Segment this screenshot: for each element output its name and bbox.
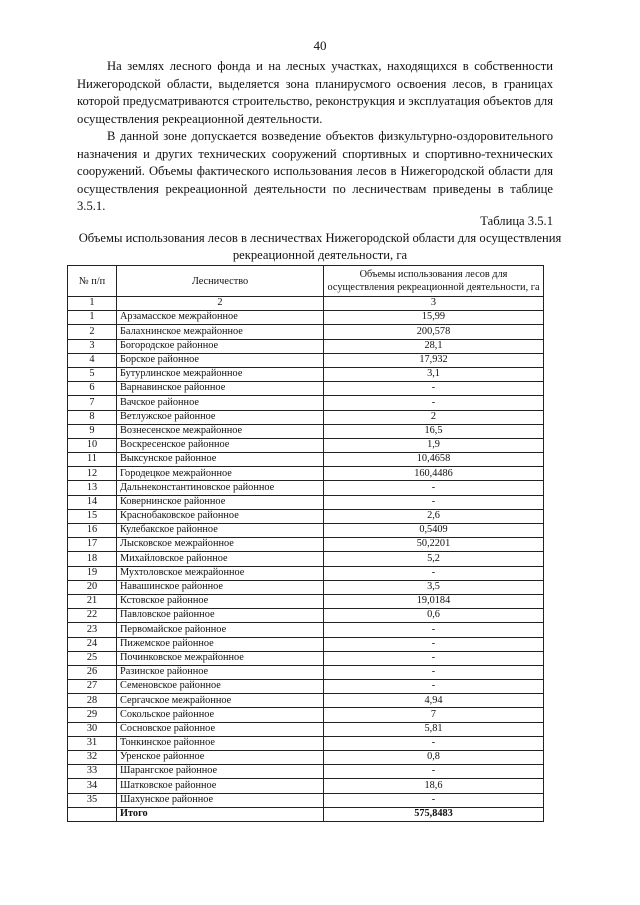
table-row (68, 665, 544, 679)
row-forestry-cell: Мухтоловское межрайонное (117, 566, 324, 580)
page-number: 40 (313, 38, 327, 53)
row-number-cell: 17 (68, 538, 117, 552)
column-number-cell: 3 (324, 297, 544, 311)
row-number-cell: 27 (68, 680, 117, 694)
row-volume-cell: - (324, 651, 544, 665)
row-number-cell: 3 (68, 339, 117, 353)
row-forestry-cell: Семеновское районное (117, 680, 324, 694)
row-volume-cell: 19,0184 (324, 594, 544, 608)
table-row (68, 481, 544, 495)
row-number-cell: 34 (68, 779, 117, 793)
table-total-row (68, 807, 544, 821)
row-forestry-cell: Вознесенское межрайонное (117, 424, 324, 438)
row-volume-cell: 4,94 (324, 694, 544, 708)
row-forestry-cell: Шарангское районное (117, 765, 324, 779)
row-forestry-cell: Воскресенское районное (117, 438, 324, 452)
table-row (68, 751, 544, 765)
row-forestry-cell: Тонкинское районное (117, 736, 324, 750)
row-volume-cell: 50,2201 (324, 538, 544, 552)
table-number-label: Таблица 3.5.1 (480, 214, 553, 228)
table-row (68, 609, 544, 623)
row-volume-cell: - (324, 566, 544, 580)
table-row (68, 708, 544, 722)
row-volume-cell: - (324, 623, 544, 637)
table-row (68, 552, 544, 566)
row-volume-cell: 5,2 (324, 552, 544, 566)
paragraph-2: В данной зоне допускается возведение объектов физкультурно-оздоровительного назначения и других технических сооружений спортивных и спортивно-технических сооружений. Объемы фактического использования лесов в Нижегородской области для осуществления рекреационной деятельности по лесничествам приведены в таблице 3.5.1. (77, 129, 553, 213)
row-number-cell: 30 (68, 722, 117, 736)
row-volume-cell: 3,5 (324, 580, 544, 594)
row-forestry-cell: Разинское районное (117, 665, 324, 679)
table-row (68, 651, 544, 665)
row-number-cell: 10 (68, 438, 117, 452)
table-row (68, 495, 544, 509)
row-volume-cell: - (324, 736, 544, 750)
column-number-cell: 1 (68, 297, 117, 311)
table-row (68, 793, 544, 807)
row-forestry-cell: Арзамасское межрайонное (117, 311, 324, 325)
row-volume-cell: - (324, 793, 544, 807)
table-row (68, 779, 544, 793)
row-forestry-cell: Богородское районное (117, 339, 324, 353)
row-forestry-cell: Ветлужское районное (117, 410, 324, 424)
row-number-cell: 4 (68, 353, 117, 367)
table-row (68, 396, 544, 410)
row-volume-cell: 0,5409 (324, 524, 544, 538)
row-volume-cell: - (324, 382, 544, 396)
row-volume-cell: 1,9 (324, 438, 544, 452)
row-forestry-cell: Первомайское районное (117, 623, 324, 637)
row-forestry-cell: Краснобаковское районное (117, 509, 324, 523)
row-number-cell: 20 (68, 580, 117, 594)
total-label-cell: Итого (117, 807, 324, 821)
row-forestry-cell: Ковернинское районное (117, 495, 324, 509)
row-number-cell: 21 (68, 594, 117, 608)
row-number-cell: 12 (68, 467, 117, 481)
row-volume-cell: 18,6 (324, 779, 544, 793)
header-cell-forestry: Лесничество (117, 266, 324, 297)
row-forestry-cell: Шахунское районное (117, 793, 324, 807)
row-number-cell: 28 (68, 694, 117, 708)
row-forestry-cell: Варнавинское районное (117, 382, 324, 396)
total-value-cell: 575,8483 (324, 807, 544, 821)
table-row (68, 594, 544, 608)
row-number-cell: 8 (68, 410, 117, 424)
row-volume-cell: - (324, 396, 544, 410)
table-row (68, 765, 544, 779)
table-row (68, 353, 544, 367)
table-row (68, 694, 544, 708)
table-row (68, 509, 544, 523)
row-number-cell: 19 (68, 566, 117, 580)
table-row (68, 566, 544, 580)
row-volume-cell: 160,4486 (324, 467, 544, 481)
row-forestry-cell: Лысковское межрайонное (117, 538, 324, 552)
row-number-cell: 25 (68, 651, 117, 665)
row-volume-cell: 5,81 (324, 722, 544, 736)
table-row (68, 580, 544, 594)
table-body (68, 297, 544, 822)
table-row (68, 538, 544, 552)
column-number-row (68, 297, 544, 311)
row-volume-cell: 15,99 (324, 311, 544, 325)
table-header-row (68, 266, 544, 297)
row-volume-cell: - (324, 481, 544, 495)
row-forestry-cell: Шатковское районное (117, 779, 324, 793)
row-number-cell: 18 (68, 552, 117, 566)
row-volume-cell: 2 (324, 410, 544, 424)
table-row (68, 736, 544, 750)
table-row (68, 722, 544, 736)
row-number-cell: 22 (68, 609, 117, 623)
table-row (68, 325, 544, 339)
row-number-cell: 5 (68, 367, 117, 381)
row-forestry-cell: Павловское районное (117, 609, 324, 623)
row-forestry-cell: Выксунское районное (117, 453, 324, 467)
table-row (68, 680, 544, 694)
row-forestry-cell: Кстовское районное (117, 594, 324, 608)
row-forestry-cell: Сергачское межрайонное (117, 694, 324, 708)
row-volume-cell: 10,4658 (324, 453, 544, 467)
row-forestry-cell: Михайловское районное (117, 552, 324, 566)
row-volume-cell: 0,6 (324, 609, 544, 623)
row-number-cell: 33 (68, 765, 117, 779)
total-number-cell (68, 807, 117, 821)
row-number-cell: 6 (68, 382, 117, 396)
table-row (68, 637, 544, 651)
row-forestry-cell: Балахнинское межрайонное (117, 325, 324, 339)
row-number-cell: 15 (68, 509, 117, 523)
row-volume-cell: - (324, 680, 544, 694)
paragraph-1: На землях лесного фонда и на лесных участках, находящихся в собственности Нижегородской области, выделяется зона планирусмого освоения лесов, в границах которой предусматриваются строительство, реконструкция и эксплуатация объектов для осуществления рекреационной деятельности. (77, 59, 553, 126)
table-row (68, 410, 544, 424)
row-volume-cell: 3,1 (324, 367, 544, 381)
row-number-cell: 7 (68, 396, 117, 410)
row-volume-cell: 28,1 (324, 339, 544, 353)
row-volume-cell: 16,5 (324, 424, 544, 438)
row-number-cell: 31 (68, 736, 117, 750)
row-forestry-cell: Дальнеконстантиновское районное (117, 481, 324, 495)
table-row (68, 438, 544, 452)
row-forestry-cell: Вачское районное (117, 396, 324, 410)
row-number-cell: 35 (68, 793, 117, 807)
row-volume-cell: 200,578 (324, 325, 544, 339)
table-row (68, 424, 544, 438)
row-forestry-cell: Бутурлинское межрайонное (117, 367, 324, 381)
row-number-cell: 11 (68, 453, 117, 467)
table-row (68, 623, 544, 637)
row-forestry-cell: Починковское межрайонное (117, 651, 324, 665)
row-number-cell: 32 (68, 751, 117, 765)
row-volume-cell: 2,6 (324, 509, 544, 523)
table-title: Объемы использования лесов в лесничествах Нижегородской области для осуществления рекреационной деятельности, га (78, 231, 562, 262)
table-row (68, 339, 544, 353)
table-row (68, 311, 544, 325)
row-volume-cell: 0,8 (324, 751, 544, 765)
row-forestry-cell: Навашинское районное (117, 580, 324, 594)
row-forestry-cell: Пижемское районное (117, 637, 324, 651)
column-number-cell: 2 (117, 297, 324, 311)
row-number-cell: 2 (68, 325, 117, 339)
row-number-cell: 26 (68, 665, 117, 679)
row-volume-cell: 17,932 (324, 353, 544, 367)
row-number-cell: 23 (68, 623, 117, 637)
row-volume-cell: - (324, 665, 544, 679)
table-row (68, 453, 544, 467)
header-cell-volume: Объемы использования лесов для осуществления рекреационной деятельности, га (324, 266, 544, 297)
row-forestry-cell: Уренское районное (117, 751, 324, 765)
row-volume-cell: 7 (324, 708, 544, 722)
row-volume-cell: - (324, 765, 544, 779)
table-row (68, 467, 544, 481)
row-volume-cell: - (324, 495, 544, 509)
row-number-cell: 14 (68, 495, 117, 509)
table-row (68, 382, 544, 396)
row-number-cell: 13 (68, 481, 117, 495)
row-forestry-cell: Кулебакское районное (117, 524, 324, 538)
table-row (68, 524, 544, 538)
row-forestry-cell: Городецкое межрайонное (117, 467, 324, 481)
row-forestry-cell: Борское районное (117, 353, 324, 367)
row-number-cell: 16 (68, 524, 117, 538)
table-row (68, 367, 544, 381)
row-number-cell: 29 (68, 708, 117, 722)
row-volume-cell: - (324, 637, 544, 651)
row-forestry-cell: Сосновское районное (117, 722, 324, 736)
header-cell-number: № п/п (68, 266, 117, 297)
row-number-cell: 24 (68, 637, 117, 651)
row-forestry-cell: Сокольское районное (117, 708, 324, 722)
row-number-cell: 1 (68, 311, 117, 325)
row-number-cell: 9 (68, 424, 117, 438)
forestry-table (67, 265, 544, 822)
